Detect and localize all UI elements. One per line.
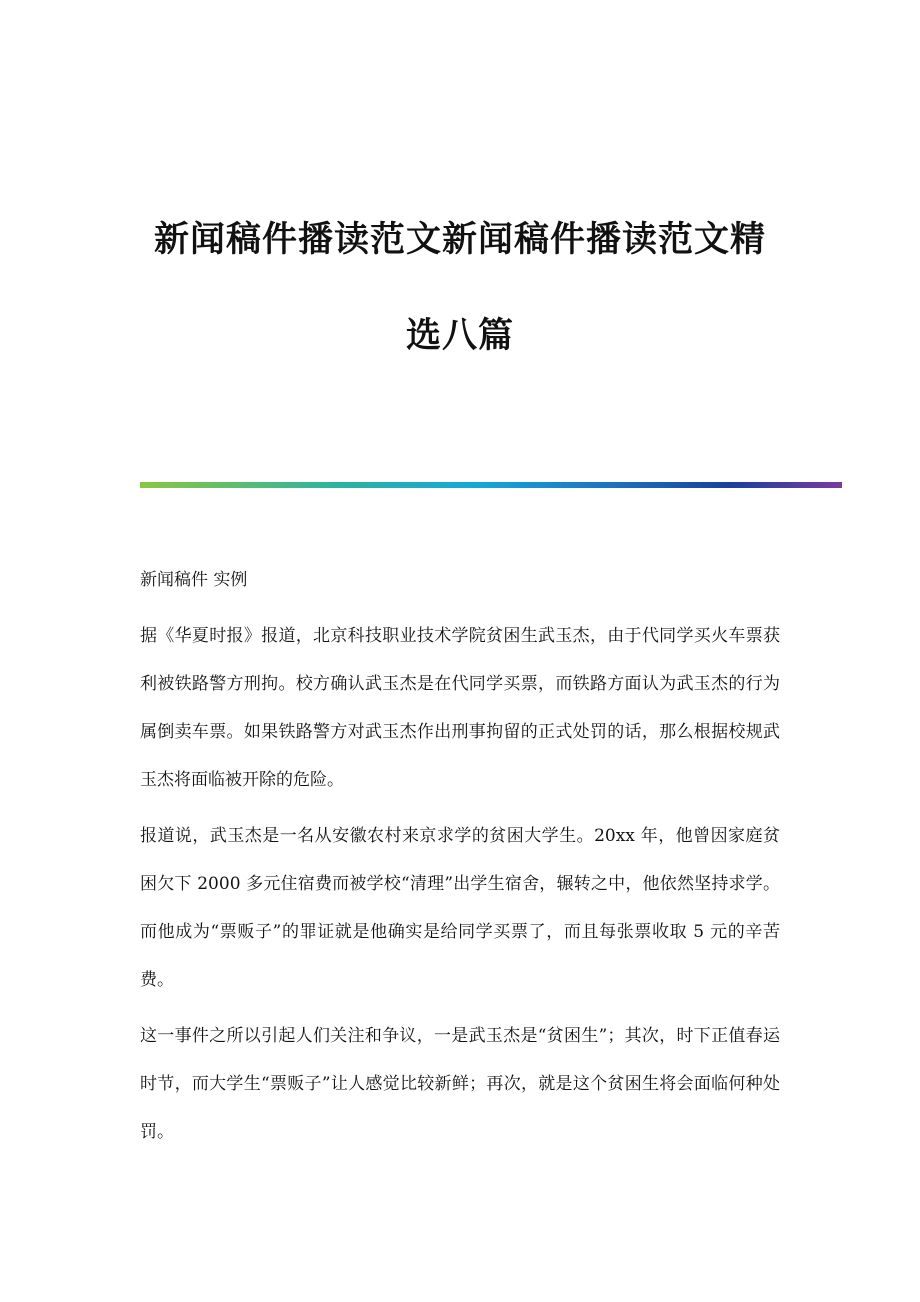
gradient-divider [140, 482, 842, 488]
section-heading: 新闻稿件 实例 [140, 570, 248, 590]
document-title-line-2: 选八篇 [405, 315, 514, 356]
document-title-line-1: 新闻稿件播读范文新闻稿件播读范文精 [153, 219, 766, 260]
paragraph: 报道说，武玉杰是一名从安徽农村来京求学的贫困大学生。20xx 年，他曾因家庭贫困欠下 2000 多元住宿费而被学校“清理”出学生宿舍，辗转之中，他依然坚持求学。而他成为“票贩子”的罪证就是他确实是给同学买票了，而且每张票收取 5 元的辛苦费。 [140, 826, 780, 990]
paragraph: 这一事件之所以引起人们关注和争议，一是武玉杰是“贫困生”；其次，时下正值春运时节，而大学生“票贩子”让人感觉比较新鲜；再次，就是这个贫困生将会面临何种处罚。 [140, 1026, 780, 1142]
paragraph: 据《华夏时报》报道，北京科技职业技术学院贫困生武玉杰，由于代同学买火车票获利被铁路警方刑拘。校方确认武玉杰是在代同学买票，而铁路方面认为武玉杰的行为属倒卖车票。如果铁路警方对武玉杰作出刑事拘留的正式处罚的话，那么根据校规武玉杰将面临被开除的危险。 [140, 626, 780, 790]
